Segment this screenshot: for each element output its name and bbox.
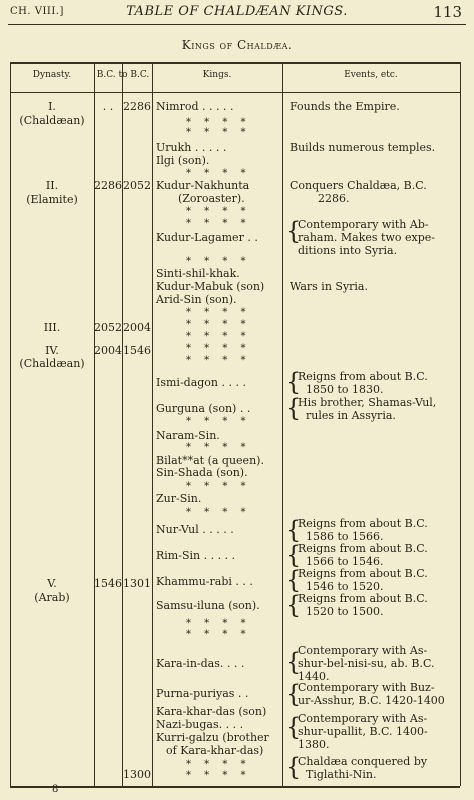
event-text: Chaldæa conquered by: [298, 755, 428, 768]
king-name: Kara-in-das. . . .: [156, 657, 245, 670]
ellipsis-stars: * * * *: [186, 355, 251, 366]
event-text: Builds numerous temples.: [290, 141, 436, 154]
ellipsis-stars: * * * *: [186, 307, 251, 318]
king-name: Naram-Sin.: [156, 429, 220, 442]
ellipsis-stars: * * * *: [186, 168, 251, 179]
king-name: Sin-Shada (son).: [156, 466, 248, 479]
king-name: Arid-Sin (son).: [156, 293, 237, 306]
dynasty-number: III.: [43, 321, 61, 334]
start-date: 2286: [94, 179, 122, 192]
event-text: Wars in Syria.: [290, 280, 368, 293]
king-name: Bilat**at (a queen).: [156, 454, 264, 467]
ellipsis-stars: * * * *: [186, 117, 251, 128]
brace-mark: {: [286, 541, 302, 569]
col-header-events: Events, etc.: [344, 70, 398, 80]
king-name: of Kara-khar-das): [166, 744, 264, 757]
dynasty-name: (Chaldæan): [19, 114, 85, 127]
table-bottom-rule: [10, 786, 460, 788]
event-text: 1520 to 1500.: [306, 605, 384, 618]
event-text: 1440.: [298, 670, 330, 683]
end-date: 2052: [123, 179, 151, 192]
start-date: 1546: [94, 577, 122, 590]
brace-mark: {: [286, 368, 302, 396]
ellipsis-stars: * * * *: [186, 770, 251, 781]
event-text: shur-bel-nisi-su, ab. B.C.: [298, 657, 435, 670]
table-title: Kings of Chaldæa.: [181, 38, 293, 52]
event-text: Reigns from about B.C.: [298, 517, 428, 530]
dynasty-number: I.: [48, 100, 56, 113]
ellipsis-stars: * * * *: [186, 331, 251, 342]
king-name: Sinti-shil-khak.: [156, 267, 240, 280]
table-top-rule: [10, 62, 460, 64]
chapter-label: CH. VIII.]: [10, 6, 64, 17]
event-text: Tiglathi-Nin.: [306, 768, 377, 781]
king-name: Ismi-dagon . . . .: [156, 376, 246, 389]
event-text: 1546 to 1520.: [306, 580, 384, 593]
event-text: Reigns from about B.C.: [298, 592, 428, 605]
event-text: Contemporary with As-: [298, 712, 428, 725]
dynasty-name: (Arab): [34, 591, 70, 604]
event-text: His brother, Shamas-Vul,: [298, 396, 437, 409]
dynasty-number: II.: [45, 179, 59, 192]
event-text: Reigns from about B.C.: [298, 370, 428, 383]
col-header-kings: Kings.: [202, 70, 232, 80]
brace-mark: {: [286, 713, 302, 741]
ellipsis-stars: * * * *: [186, 343, 251, 354]
event-text: 1380.: [298, 738, 330, 751]
end-date: 1301: [123, 577, 151, 590]
start-date: 2004: [94, 344, 122, 357]
ellipsis-stars: * * * *: [186, 416, 251, 427]
ellipsis-stars: * * * *: [186, 218, 251, 229]
ellipsis-stars: * * * *: [186, 319, 251, 330]
king-name: Kudur-Mabuk (son): [156, 280, 265, 293]
start-date: 2052: [94, 321, 122, 334]
col-rule: [10, 62, 11, 786]
dynasty-name: (Chaldæan): [19, 357, 85, 370]
brace-mark: {: [286, 591, 302, 619]
king-name: Kurri-galzu (brother: [156, 731, 269, 744]
end-date: 1546: [123, 344, 151, 357]
brace-mark: {: [286, 217, 302, 245]
king-epithet: (Zoroaster).: [178, 192, 245, 205]
king-name: Kara-khar-das (son): [156, 705, 267, 718]
col-rule: [152, 62, 153, 786]
header-bottom-rule: [10, 92, 460, 93]
event-text: 1850 to 1830.: [306, 383, 384, 396]
event-text: Conquers Chaldæa, B.C.: [290, 179, 427, 192]
ellipsis-stars: * * * *: [186, 629, 251, 640]
event-text: Reigns from about B.C.: [298, 542, 428, 555]
col-header-dynasty: Dynasty.: [32, 70, 72, 80]
col-rule: [460, 62, 461, 786]
ellipsis-stars: * * * *: [186, 256, 251, 267]
running-title: TABLE OF CHALDÆAN KINGS.: [126, 4, 348, 19]
king-name: Nimrod . . . . .: [156, 100, 234, 113]
start-date: . .: [102, 100, 114, 113]
event-text: Reigns from about B.C.: [298, 567, 428, 580]
king-name: Kudur-Nakhunta: [156, 179, 250, 192]
king-name: Kudur-Lagamer . .: [156, 231, 258, 244]
event-text: raham. Makes two expe-: [298, 231, 435, 244]
king-name: Samsu-iluna (son).: [156, 599, 260, 612]
dynasty-number: V.: [47, 577, 57, 590]
col-rule: [282, 62, 283, 786]
ellipsis-stars: * * * *: [186, 618, 251, 629]
dynasty-number: IV.: [45, 344, 59, 357]
ellipsis-stars: * * * *: [186, 507, 251, 518]
brace-mark: {: [286, 516, 302, 544]
king-name: Nazi-bugas. . . .: [156, 718, 244, 731]
event-text: Contemporary with Buz-: [298, 681, 435, 694]
king-name: Urukh . . . . .: [156, 141, 227, 154]
event-text: ditions into Syria.: [298, 244, 398, 257]
king-name: Purna-puriyas . .: [156, 687, 249, 700]
king-name: Zur-Sin.: [156, 492, 202, 505]
ellipsis-stars: * * * *: [186, 442, 251, 453]
event-text: Contemporary with As-: [298, 644, 428, 657]
end-date: 1300: [123, 768, 151, 781]
king-name: Rim-Sin . . . . .: [156, 549, 236, 562]
dynasty-name: (Elamite): [26, 193, 78, 206]
king-name: Nur-Vul . . . . .: [156, 523, 234, 536]
col-rule: [94, 62, 95, 786]
king-name: Ilgi (son).: [156, 154, 210, 167]
header-rule: [8, 24, 466, 25]
brace-mark: {: [286, 753, 302, 781]
king-name: Khammu-rabi . . .: [156, 575, 253, 588]
ellipsis-stars: * * * *: [186, 481, 251, 492]
event-text: rules in Assyria.: [306, 409, 396, 422]
event-text: shur-upallit, B.C. 1400-: [298, 725, 428, 738]
ellipsis-stars: * * * *: [186, 206, 251, 217]
col-header-bc: B.C. to B.C.: [96, 70, 150, 80]
event-text: ur-Asshur, B.C. 1420-1400: [298, 694, 445, 707]
end-date: 2004: [123, 321, 151, 334]
event-text: Founds the Empire.: [290, 100, 400, 113]
event-text: Contemporary with Ab-: [298, 218, 429, 231]
king-name: Gurguna (son) . .: [156, 402, 251, 415]
page-number: 113: [433, 3, 462, 21]
brace-mark: {: [286, 394, 302, 422]
event-text: 2286.: [318, 192, 350, 205]
ellipsis-stars: * * * *: [186, 759, 251, 770]
event-text: 1566 to 1546.: [306, 555, 384, 568]
brace-mark: {: [286, 566, 302, 594]
col-rule: [122, 62, 123, 786]
brace-mark: {: [286, 680, 302, 708]
signature-mark: 8: [52, 784, 59, 795]
end-date: 2286: [123, 100, 151, 113]
ellipsis-stars: * * * *: [186, 127, 251, 138]
brace-mark: {: [286, 648, 302, 676]
event-text: 1586 to 1566.: [306, 530, 384, 543]
